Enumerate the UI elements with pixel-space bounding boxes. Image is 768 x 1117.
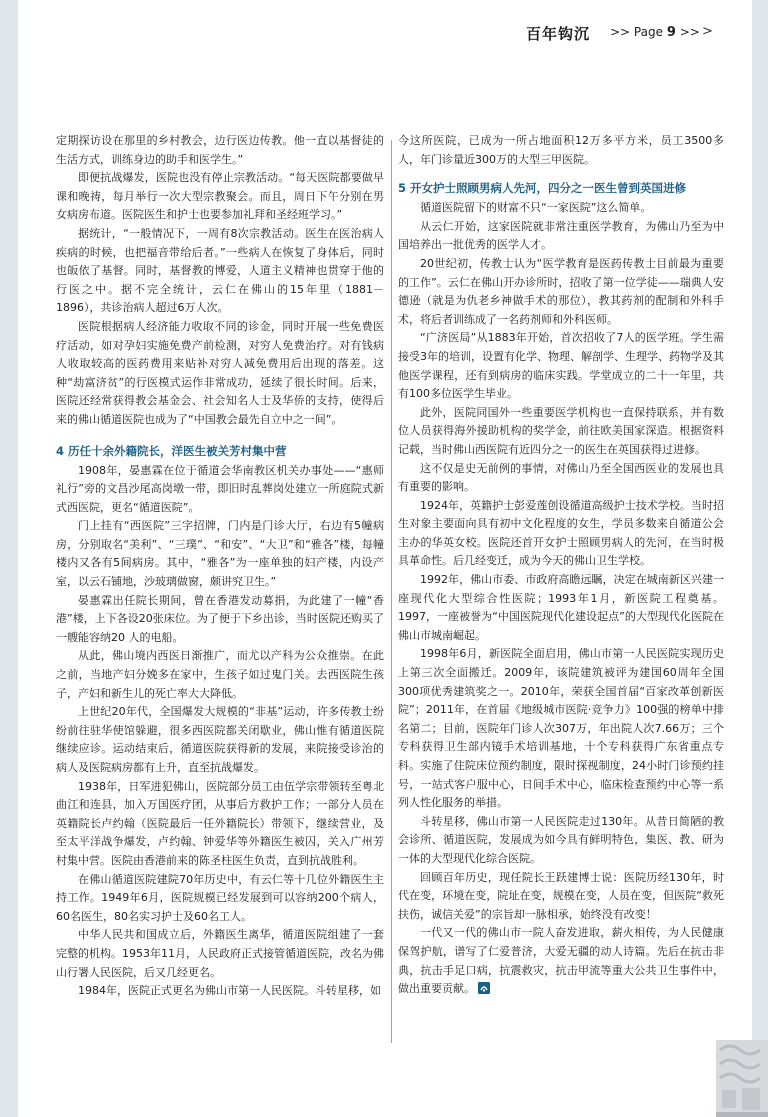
paragraph: 1992年，佛山市委、市政府高瞻远瞩，决定在城南新区兴建一座现代化大型综合性医院；1993年1月，新医院工程奠基。1997，一座被誉为“中国医院现代化建设起点”的大型现代化医院在佛山市城南崛起。: [398, 573, 724, 642]
left-column: [56, 132, 384, 1001]
paragraph: 20世纪初，传教士认为“医学教育是医药传教士目前最为重要的工作”。云仁在佛山开办诊所时，招收了第一位学徒——瑞典人安德逊（就是为仇老乡神做手术的那位），教其药剂的配制和外科手术，将后者训练成了一名药剂师和外科医师。: [398, 256, 724, 326]
paragraph: 1908年，晏惠霖在位于循道会华南教区机关办事处——“惠师礼行”旁的文昌沙尾高岗墩一带，即旧时乱葬岗处建立一所庭院式新式西医院，更名“循道医院”。: [56, 463, 384, 514]
paragraph: 门上挂有“西医院”三字招牌，门内是门诊大厅，右边有5幢病房，分别取名“美利”、“三璞”、“和安”、“大卫”和“雅各”楼，每幢楼内又各有5间病房。其中，“雅各”为一座单独的妇产楼，内设产室，以云石铺地，沙玻璃做窗，颇讲究卫生。”: [56, 519, 384, 589]
paragraph: 上世纪20年代，全国爆发大规模的“非基”运动，许多传教士纷纷前往驻华使馆躲避，很多西医院都关闭歇业，佛山惟有循道医院继续应诊。运动结束后，循道医院获得新的发展，来院接受诊治的病人及医院病房都有上升，直至抗战爆发。: [56, 705, 384, 774]
paragraph: 1924年，英籍护士彭爱莲创设循道高级护士技术学校。当时招生对象主要面向具有初中文化程度的女生，学员多数来自循道公会主办的华英女校。医院还首开女护士照顾男病人的先河，在当时极具革命性。后几经变迁，成为今天的佛山卫生学校。: [398, 498, 724, 568]
page-number: 9: [666, 25, 676, 40]
paragraph: “广济医局”从1883年开始，首次招收了7人的医学班。学生需接受3年的培训，设置有化学、物理、解剖学、生理学、药物学及其他医学课程，还有到病房的临床实践。学堂成立的二十一年里，共有100多位医学生毕业。: [398, 331, 724, 401]
end-mark-icon: [478, 982, 490, 994]
paragraph: 1938年，日军进犯佛山，医院部分员工由伍学宗带领转至粤北曲江和连县，加入万国医疗团，从事后方救护工作；一部分人员在英籍院长卢约翰（医院最后一任外籍院长）带领下，继续营业，及至太平洋战争爆发，卢约翰、钟爱华等外籍医生被囚，关入广州芳村集中营。医院由香港前来的陈圣柱医生负责，直到抗战胜利。: [56, 779, 384, 867]
paragraph: 晏惠霖出任院长期间，曾在香港发动募捐，为此建了一幢“香港”楼，上下各设20张床位。为了便于下乡出诊，当时医院还购买了一艘能容纳20 人的电船。: [56, 593, 384, 644]
page-header: [18, 18, 752, 48]
corner-ornament-icon: [716, 1040, 768, 1117]
column-divider: [391, 140, 392, 1043]
final-paragraph: [398, 924, 724, 998]
page-indicator: [610, 25, 700, 40]
paragraph: 中华人民共和国成立后，外籍医生离华，循道医院组建了一套完整的机构。1953年11月，人民政府正式接管循道医院，改名为佛山行署人民医院，后又几经更名。: [56, 928, 384, 979]
section-5-heading: 5 开女护士照顾男病人先河，四分之一医生曾到英国进修: [398, 181, 687, 196]
magazine-page: [18, 0, 752, 1117]
paragraph: 今这所医院，已成为一所占地面积12万多平方米，员工3500多人，年门诊量近300万的大型三甲医院。: [398, 134, 724, 166]
paragraph: 定期探访设在那里的乡村教会，边行医边传教。他一直以基督徒的生活方式，训练身边的助手和医学生。”: [56, 134, 384, 166]
paragraph: 从此，佛山境内西医日渐推广，而尤以产科为公众推崇。在此之前，当地产妇分娩多在家中，生孩子如过鬼门关。去西医院生孩子，产妇和新生儿的死亡率大大降低。: [56, 649, 384, 700]
paragraph: 1998年6月，新医院全面启用，佛山市第一人民医院实现历史上第三次全面搬迁。2009年，该院建筑被评为建国60周年全国300项优秀建筑奖之一。2010年，荣获全国首届“百家改革创新医院”；2011年，在首届《地级城市医院·竞争力》100强的榜单中排名第二；目前，医院年门诊人次307万，年出院人次7.66万；三个专科获得卫生部内镜手术培训基地，十个专科获得广东省重点专科。实施了住院床位预约制度，限时探视制度，24小时门诊预约挂号，一站式客户服中心，日间手术中心，临床检查预约中心等一系列人性化服务的举措。: [398, 647, 724, 810]
paragraph: 1984年，医院正式更名为佛山市第一人民医院。斗转星移，如: [78, 984, 381, 998]
paragraph-text: 一代又一代的佛山市一院人奋发进取，薪火相传，为人民健康保驾护航，谱写了仁爱普济，大爱无疆的动人诗篇。先后在抗击非典，抗击手足口病，抗震救灾，抗击甲流等重大公共卫生事件中，做出重要贡献。: [398, 926, 724, 996]
next-page-arrow[interactable]: >: [702, 24, 713, 39]
paragraph: 即便抗战爆发，医院也没有停止宗教活动。“每天医院都要做早课和晚祷，每月举行一次大型宗教聚会。而且，周日下午分别在男女病房布道。医院医生和护士也要参加礼拜和圣经班学习。”: [56, 171, 384, 222]
paragraph: 从云仁开始，这家医院就非常注重医学教育，为佛山乃至为中国培养出一批优秀的医学人才。: [398, 219, 724, 252]
paragraph: 这不仅是史无前例的事情，对佛山乃至全国西医业的发展也具有重要的影响。: [398, 461, 724, 494]
paragraph: 据统计，“一般情况下，一周有8次宗教活动。医生在医治病人疾病的时候，也把福音带给后者。”一些病人在恢复了身体后，同时也皈依了基督。同时，基督教的博爱，人道主义精神也贯穿于他的行医之中。据不完全统计，云仁在佛山的15年里（1881－1896），共诊治病人超过6万人次。: [56, 226, 384, 315]
page-prefix: >> Page: [610, 25, 663, 39]
paragraph: 回顾百年历史，现任院长王跃建博士说：医院历经130年，时代在变，环境在变，院址在变，规模在变，人员在变，但医院“救死扶伤，诚信关爱”的宗旨却一脉相承，始终没有改变！: [398, 870, 724, 921]
paragraph: 医院根据病人经济能力收取不同的诊金，同时开展一些免费医疗活动，如对孕妇实施免费产前检测，对穷人免费治疗。对有钱病人收取较高的医药费用来贴补对穷人减免费用后出现的落差。这种“劫富济贫”的行医模式运作非常成功，延续了很长时间。后来，医院还经常获得教会基金会、社会知名人士及华侨的支持，使得后来的佛山循道医院也成为了“中国教会最先自立中之一间”。: [56, 319, 384, 426]
paragraph: 循道医院留下的财富不只“一家医院”这么简单。: [420, 201, 652, 215]
section-4-heading: 4 历任十余外籍院长，洋医生被关芳村集中营: [56, 443, 287, 458]
page-suffix: >>: [679, 25, 700, 39]
paragraph: 斗转星移，佛山市第一人民医院走过130年。从昔日简陋的教会诊所、循道医院，发展成为如今具有鲜明特色，集医、教、研为一体的大型现代化综合医院。: [398, 814, 724, 865]
magazine-title: 百年钩沉: [526, 25, 591, 43]
right-column: [398, 132, 724, 999]
paragraph: 在佛山循道医院建院70年历史中，有云仁等十几位外籍医生主持工作。1949年6月，医院规模已经发展到可以容纳200个病人，60名医生，80名实习护士及60名工人。: [56, 872, 384, 923]
paragraph: 此外，医院同国外一些重要医学机构也一直保持联系，并有数位人员获得海外援助机构的奖学金，前往欧美国家深造。根据资料记载，当时佛山西医院有近四分之一的医生在英国获得过进修。: [398, 405, 724, 456]
